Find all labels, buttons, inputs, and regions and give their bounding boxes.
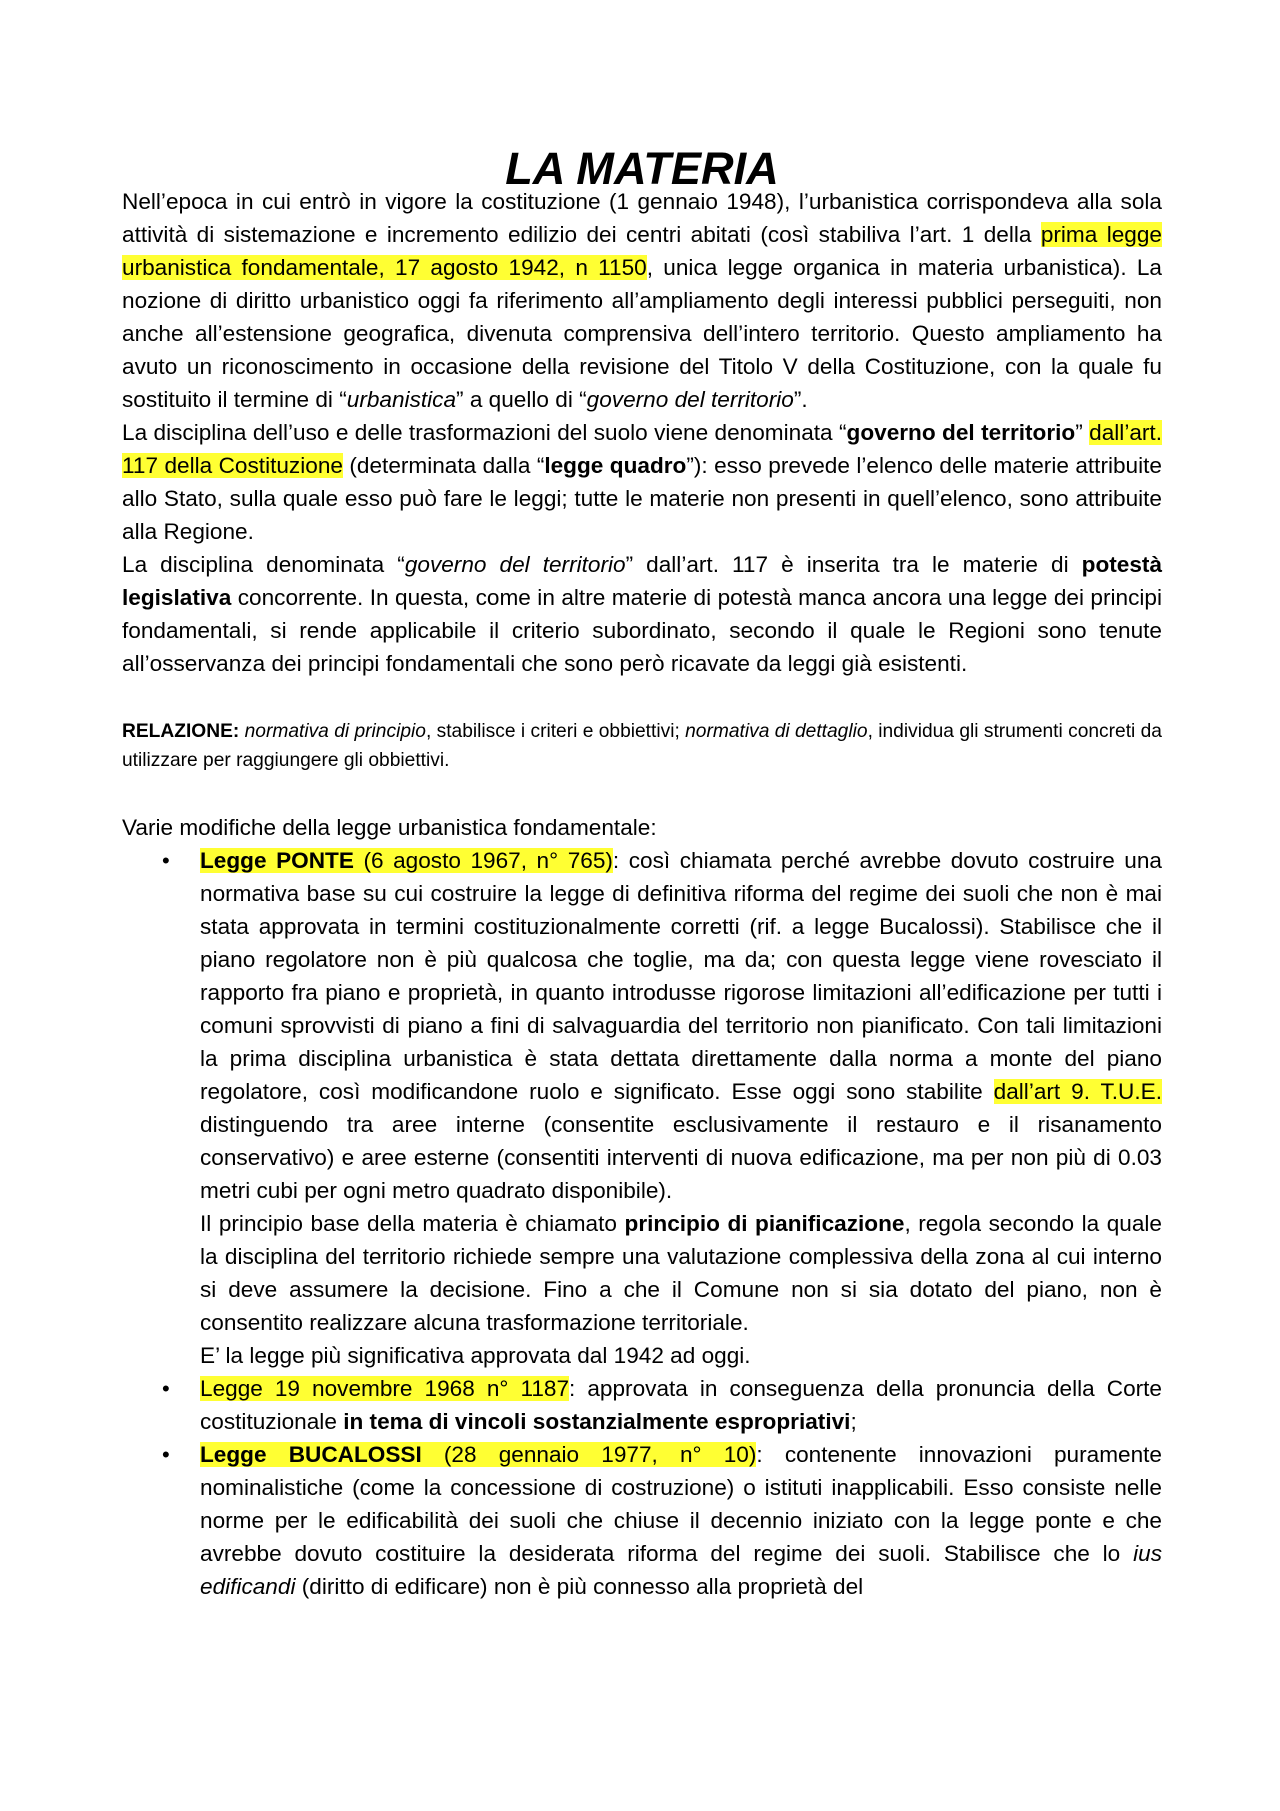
page-title: LA MATERIA xyxy=(505,143,779,194)
list-item-legge-ponte xyxy=(162,844,1162,1372)
text: (diritto di edificare) non è più connesso alla proprietà del xyxy=(295,1574,864,1599)
highlight-legge-ponte: Legge PONTE xyxy=(200,848,354,873)
text: , individua gli strumenti concreti da utilizzare per raggiungere gli obbiettivi. xyxy=(122,721,1162,771)
paragraph-potesta xyxy=(122,548,1162,680)
list-item-legge-bucalossi xyxy=(162,1438,1163,1603)
paragraph-epoca xyxy=(122,185,1162,416)
highlight-date: (6 agosto 1967, n° 765) xyxy=(353,848,613,873)
highlight-legge-bucalossi: Legge BUCALOSSI xyxy=(200,1442,422,1467)
text: La disciplina denominata “ xyxy=(122,552,405,577)
list-item-text xyxy=(200,844,1162,1207)
list-item-subparagraph: E’ la legge più significativa approvata dal 1942 ad oggi. xyxy=(200,1343,751,1368)
text: , unica legge organica in materia urbanistica). La nozione di diritto urbanistico oggi fa riferimento all’ampliamento degli interessi pubblici perseguiti, non anche all’estensione geografica, divenuta comprensiva dell’intero territorio. Questo ampliamento ha avuto un riconoscimento in occasione della revisione del Titolo V della Costituzione, con la quale fu sostituito il termine di “ xyxy=(122,255,1162,412)
text: : contenente innovazioni puramente nominalistiche (come la concessione di costruzione) o istituti inapplicabili. Esso consiste nelle norme per le edificabilità dei suoli che chiuse il decennio iniziato con la legge ponte e che avrebbe dovuto costituire la desiderata riforma del regime dei suoli. Stabilisce che lo xyxy=(200,1442,1163,1566)
highlight-date: (28 gennaio 1977, n° 10) xyxy=(421,1442,757,1467)
document-page xyxy=(122,143,1163,1603)
italic-normativa-principio: normativa di principio xyxy=(244,721,426,742)
list-item-text xyxy=(200,1438,1162,1603)
text: Nell’epoca in cui entrò in vigore la costituzione (1 gennaio 1948), l’urbanistica corrispondeva alla sola attività di sistemazione e incremento edilizio dei centri abitati (così stabiliva l’art. 1 della xyxy=(122,189,1162,247)
laws-list xyxy=(122,844,1162,1603)
text: distinguendo tra aree interne (consentite esclusivamente il restauro e il risanamento conservativo) e aree esterne (consentiti interventi di nuova edificazione, ma per non più di 0.03 metri cubi per ogni metro quadrato disponibile). xyxy=(200,1112,1162,1203)
bullet-icon: • xyxy=(162,1376,170,1401)
text: ”. xyxy=(793,387,808,412)
text: ” a quello di “ xyxy=(456,387,587,412)
list-item-text xyxy=(200,1372,1162,1438)
italic-governo-territorio: governo del territorio xyxy=(404,552,626,577)
bullet-icon: • xyxy=(162,1442,170,1467)
highlight-art-117: dall’art. 117 della Costituzione xyxy=(122,420,1162,478)
text: La disciplina dell’uso e delle trasformazioni del suolo viene denominata “ xyxy=(122,420,847,445)
text: concorrente. In questa, come in altre materie di potestà manca ancora una legge dei principi fondamentali, si rende applicabile il criterio subordinato, secondo il quale le Regioni sono tenute all’osservanza dei principi fondamentali che sono però ricavate da leggi già esistenti. xyxy=(122,585,1162,676)
relazione-note xyxy=(122,717,1162,775)
paragraph-disciplina-uso xyxy=(122,416,1162,548)
text: ” xyxy=(1075,420,1090,445)
highlight-art-9-tue: dall’art 9. T.U.E. xyxy=(993,1079,1162,1104)
italic-ius-edificandi: ius edificandi xyxy=(200,1541,1162,1599)
italic-normativa-dettaglio: normativa di dettaglio xyxy=(685,721,868,742)
bold-legge-quadro: legge quadro xyxy=(544,453,687,478)
text: , stabilisce i criteri e obbiettivi; xyxy=(425,721,686,742)
text: ” dall’art. 117 è inserita tra le materie di xyxy=(625,552,1082,577)
italic-urbanistica: urbanistica xyxy=(346,387,457,412)
list-item-legge-1187 xyxy=(162,1372,1162,1438)
bold-potesta-legislativa: potestà legislativa xyxy=(122,552,1163,610)
bullet-icon: • xyxy=(162,848,170,873)
list-intro: Varie modifiche della legge urbanistica fondamentale: xyxy=(122,815,657,840)
relazione-label: RELAZIONE: xyxy=(122,721,240,742)
bold-governo-territorio: governo del territorio xyxy=(846,420,1076,445)
text: ”): esso prevede l’elenco delle materie attribuite allo Stato, sulla quale esso può fare le leggi; tutte le materie non presenti in quell’elenco, sono attribuite alla Regione. xyxy=(122,453,1162,544)
bold-vincoli: in tema di vincoli sostanzialmente espropriativi xyxy=(343,1409,851,1434)
bold-principio-pianificazione: principio di pianificazione xyxy=(624,1211,905,1236)
text: Il principio base della materia è chiamato xyxy=(200,1211,625,1236)
list-item-subparagraph xyxy=(200,1207,1162,1339)
highlight-legge-1187: Legge 19 novembre 1968 n° 1187 xyxy=(200,1376,570,1401)
text: (determinata dalla “ xyxy=(342,453,545,478)
text: : approvata in conseguenza della pronuncia della Corte costituzionale xyxy=(200,1376,1162,1434)
italic-governo-territorio: governo del territorio xyxy=(586,387,794,412)
highlight-legge-1150: prima legge urbanistica fondamentale, 17 agosto 1942, n 1150 xyxy=(122,222,1162,280)
text: : così chiamata perché avrebbe dovuto costruire una normativa base su cui costruire la legge di definitiva riforma del regime dei suoli che non è mai stata approvata in termini costituzionalmente corretti (rif. a legge Bucalossi). Stabilisce che il piano regolatore non è più qualcosa che toglie, ma da; con questa legge viene rovesciato il rapporto fra piano e proprietà, in quanto introdusse rigorose limitazioni all’edificazione per tutti i comuni sprovvisti di piano a fini di salvaguardia del territorio non pianificato. Con tali limitazioni la prima disciplina urbanistica è stata dettata direttamente dalla norma a monte del piano regolatore, così modificandone ruolo e significato. Esse oggi sono stabilite xyxy=(200,848,1162,1104)
text: ; xyxy=(850,1409,857,1434)
text: , regola secondo la quale la disciplina del territorio richiede sempre una valutazione complessiva della zona al cui interno si deve assumere la decisione. Fino a che il Comune non si sia dotato del piano, non è consentito realizzare alcuna trasformazione territoriale. xyxy=(200,1211,1162,1335)
